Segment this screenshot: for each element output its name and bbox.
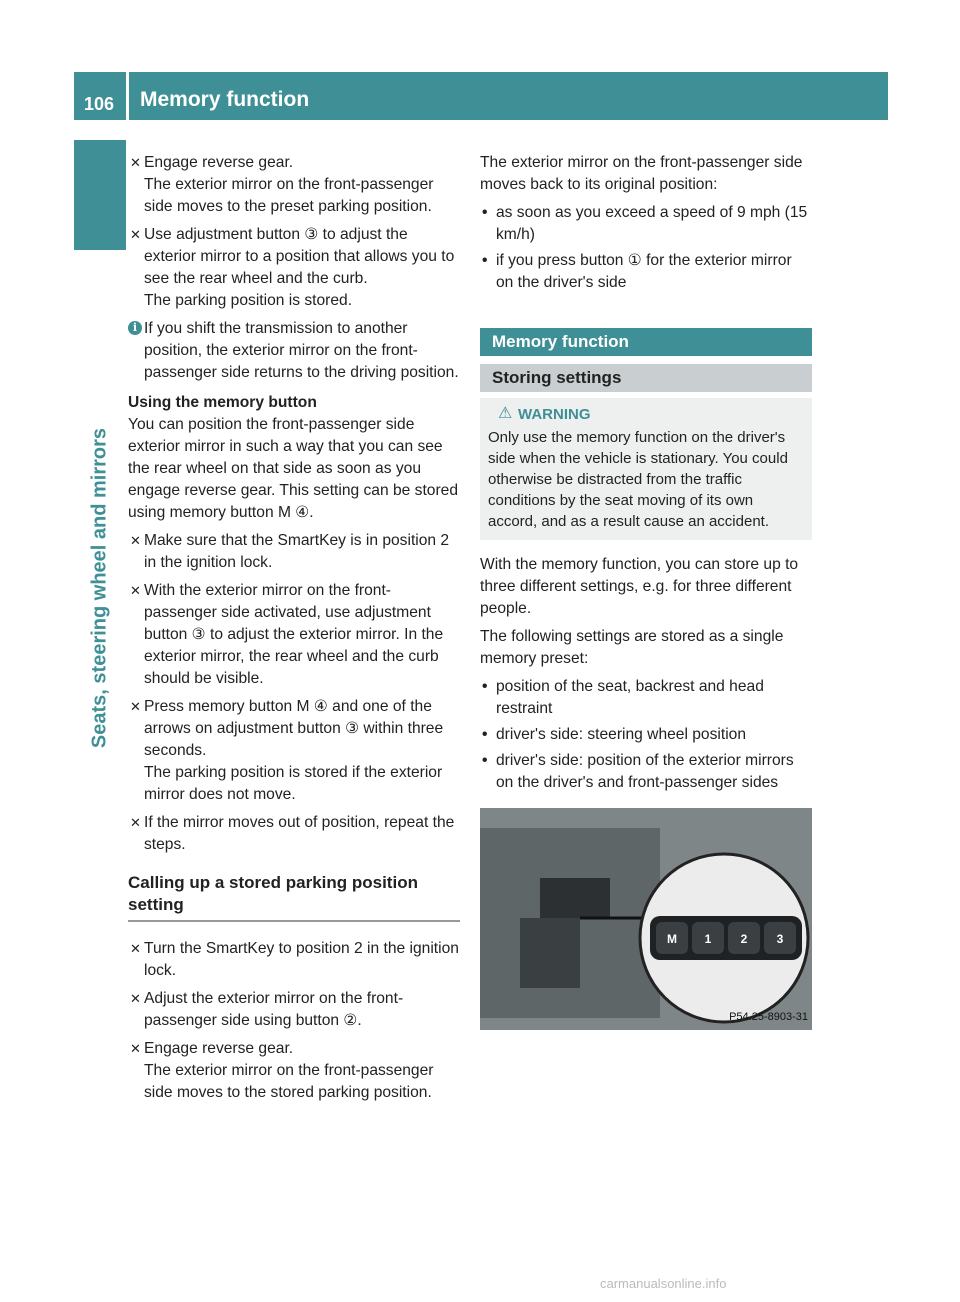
step-marker-icon: ✕ [130, 941, 141, 956]
calling-heading: Calling up a stored parking position setting [128, 872, 460, 922]
list-item: • as soon as you exceed a speed of 9 mph (15 km/h) [482, 204, 808, 243]
warning-text: Only use the memory function on the driver's side when the vehicle is stationary. You could otherwise be distracted from the traffic conditions by the seat moving of its own accord, and as a result cause an accident. [488, 429, 788, 530]
list-item: • position of the seat, backrest and head restraint [482, 678, 764, 717]
section-title: Memory function [480, 328, 812, 356]
step-marker-icon: ✕ [130, 155, 141, 170]
step: ✕ Use adjustment button ③ to adjust the exterior mirror to a position that allows you to see the rear wheel and the curb. The parking position is stored. [130, 226, 455, 309]
step-marker-icon: ✕ [130, 1041, 141, 1056]
list-item: • driver's side: steering wheel position [482, 726, 747, 743]
step-marker-icon: ✕ [130, 991, 141, 1006]
memory-paragraph: You can position the front-passenger side exterior mirror in such a way that you can see the rear wheel on that side as soon as you engage reverse gear. This setting can be stored using memory button M ④. [128, 416, 458, 521]
button-label: 1 [704, 932, 712, 946]
paragraph: The following settings are stored as a single memory preset: [480, 628, 784, 667]
step: ✕ Engage reverse gear. The exterior mirror on the front-passenger side moves to the stored parking position. [130, 1040, 434, 1101]
memory-heading: Using the memory button [128, 394, 317, 411]
photo-illustration [480, 808, 812, 1030]
left-column [128, 152, 460, 1110]
info-note: i If you shift the transmission to another position, the exterior mirror on the front-passenger side returns to the driving position. [128, 318, 460, 384]
right-column [480, 152, 812, 1030]
page-title: Memory function [140, 88, 310, 111]
info-icon: i [128, 321, 142, 335]
step-marker-icon: ✕ [130, 227, 141, 242]
button-label: 2 [740, 932, 748, 946]
step: ✕ If the mirror moves out of position, repeat the steps. [130, 814, 455, 853]
warning-heading: ⚠ WARNING [498, 405, 591, 423]
list-item: • if you press button ① for the exterior mirror on the driver's side [482, 252, 792, 291]
step-marker-icon: ✕ [130, 583, 141, 598]
step: ✕ Make sure that the SmartKey is in position 2 in the ignition lock. [130, 532, 450, 571]
watermark: carmanualsonline.info [600, 1276, 727, 1291]
button-label: 3 [776, 932, 784, 946]
memory-buttons-photo [480, 808, 812, 1030]
warning-icon: ⚠ [498, 405, 513, 422]
paragraph: With the memory function, you can store up to three different settings, e.g. for three different people. [480, 556, 799, 617]
button-label: M [667, 932, 677, 946]
side-tab [74, 140, 126, 250]
step: ✕ Adjust the exterior mirror on the front-passenger side using button ②. [130, 990, 404, 1029]
step-marker-icon: ✕ [130, 699, 141, 714]
subsection-title: Storing settings [480, 364, 812, 392]
step: ✕ Turn the SmartKey to position 2 in the ignition lock. [130, 940, 459, 979]
step-marker-icon: ✕ [130, 815, 141, 830]
step: ✕ Engage reverse gear. The exterior mirror on the front-passenger side moves to the preset parking position. [130, 154, 434, 215]
step: ✕ With the exterior mirror on the front-passenger side activated, use adjustment button ③ to adjust the exterior mirror. In the exterior mirror, the rear wheel and the curb should be visible. [130, 582, 444, 687]
warning-box [480, 398, 812, 540]
step: ✕ Press memory button M ④ and one of the arrows on adjustment button ③ within three seconds. The parking position is stored if the exterior mirror does not move. [130, 698, 444, 803]
intro-paragraph: The exterior mirror on the front-passenger side moves back to its original position: [480, 154, 803, 193]
step-marker-icon: ✕ [130, 533, 141, 548]
chapter-label: Seats, steering wheel and mirrors [88, 427, 111, 749]
page-number: 106 [84, 94, 115, 114]
figure-caption: P54.25-8903-31 [729, 1011, 808, 1023]
list-item: • driver's side: position of the exterior mirrors on the driver's and front-passenger sides [482, 752, 794, 791]
